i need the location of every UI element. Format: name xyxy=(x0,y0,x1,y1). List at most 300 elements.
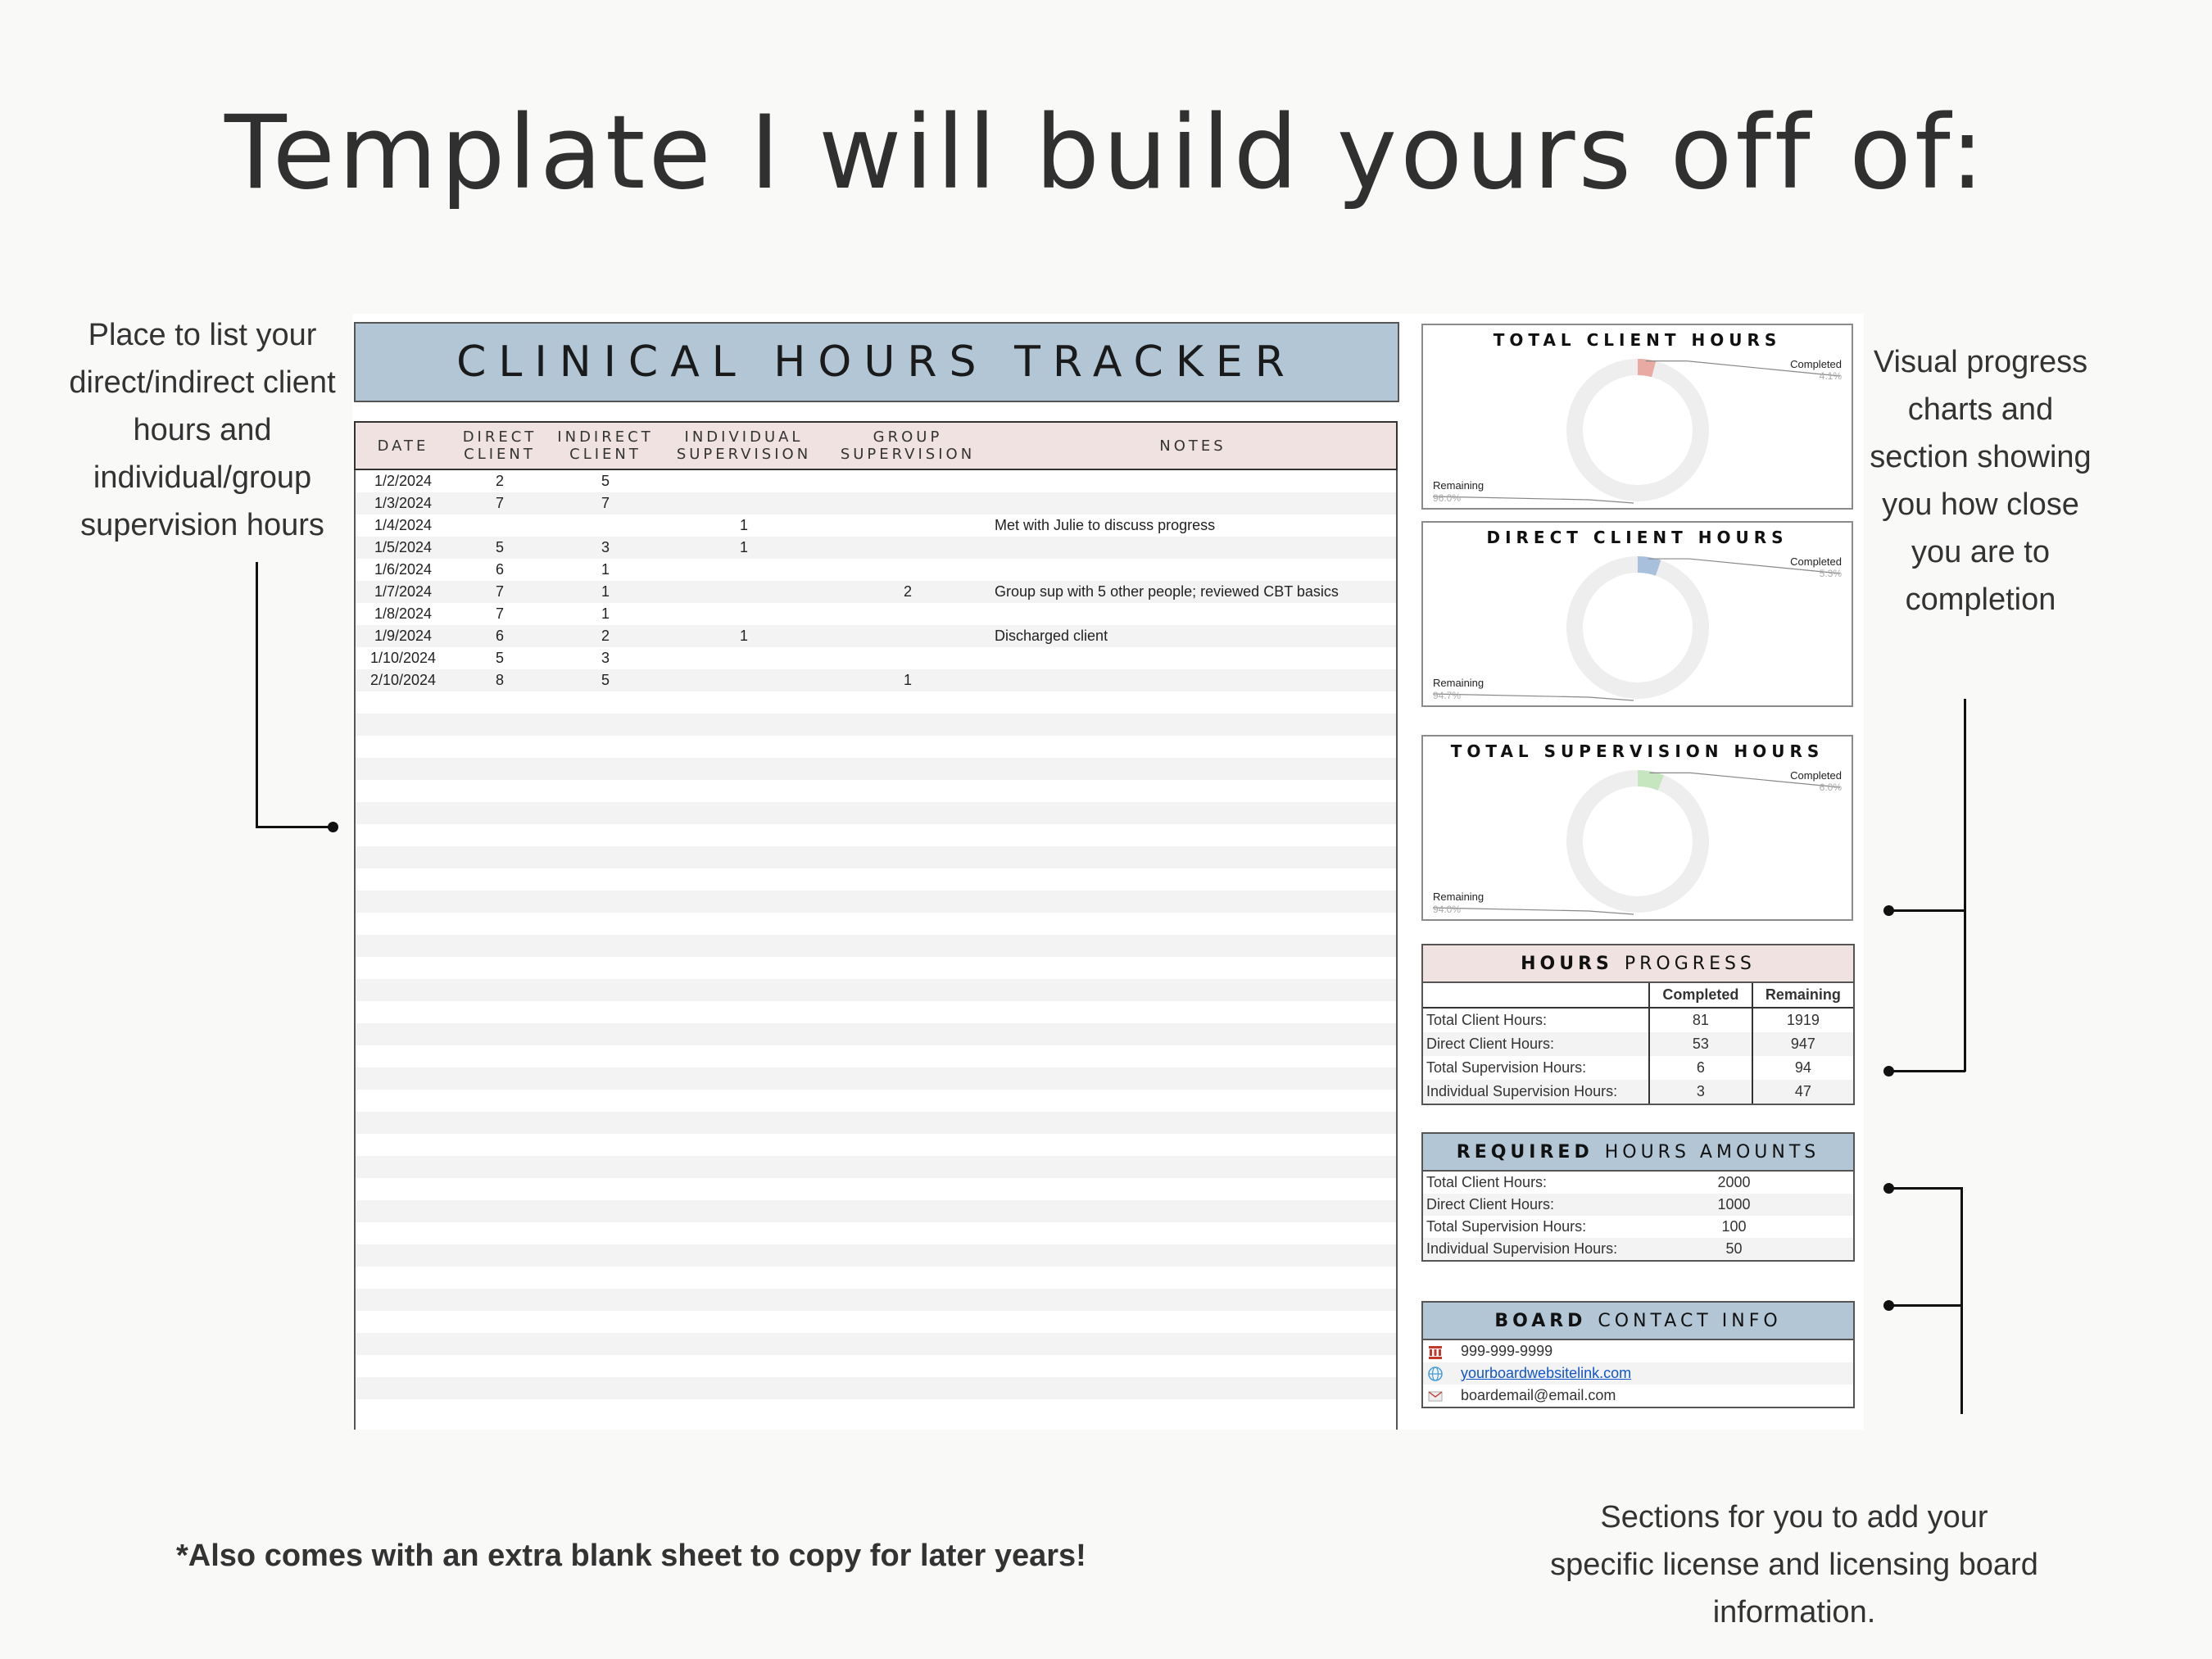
cell-group[interactable] xyxy=(826,470,990,492)
cell-date[interactable] xyxy=(356,1267,451,1289)
cell-notes[interactable] xyxy=(990,1399,1396,1421)
table-row[interactable] xyxy=(356,1222,1396,1244)
cell-date[interactable]: 1/8/2024 xyxy=(374,605,433,622)
table-row[interactable] xyxy=(356,1289,1396,1311)
cell-indirect[interactable]: 1 xyxy=(601,561,610,578)
cell-date[interactable] xyxy=(356,1355,451,1377)
cell-notes[interactable]: Discharged client xyxy=(995,628,1108,644)
cell-individual[interactable]: 1 xyxy=(739,539,748,555)
table-row[interactable] xyxy=(356,514,1396,537)
table-row[interactable] xyxy=(356,957,1396,979)
cell-notes[interactable] xyxy=(990,1001,1396,1023)
cell-notes[interactable] xyxy=(990,1067,1396,1090)
cell-date[interactable] xyxy=(356,1023,451,1045)
cell-individual[interactable] xyxy=(662,1156,826,1178)
cell-group[interactable] xyxy=(826,1267,990,1289)
cell-group[interactable] xyxy=(826,714,990,736)
table-row[interactable] xyxy=(356,891,1396,913)
cell-direct[interactable] xyxy=(451,935,549,957)
cell-direct[interactable] xyxy=(451,1134,549,1156)
cell-individual[interactable] xyxy=(662,780,826,802)
cell-individual[interactable] xyxy=(662,913,826,935)
cell-group[interactable] xyxy=(826,891,990,913)
cell-notes[interactable] xyxy=(990,1289,1396,1311)
cell-date[interactable] xyxy=(356,780,451,802)
table-row[interactable] xyxy=(356,559,1396,581)
cell-group[interactable] xyxy=(826,1222,990,1244)
cell-notes[interactable]: Met with Julie to discuss progress xyxy=(995,517,1216,533)
cell-direct[interactable] xyxy=(451,736,549,758)
table-row[interactable] xyxy=(356,1178,1396,1200)
cell-direct[interactable] xyxy=(451,1112,549,1134)
cell-individual[interactable] xyxy=(662,470,826,492)
cell-date[interactable] xyxy=(356,1222,451,1244)
cell-direct[interactable] xyxy=(451,714,549,736)
cell-direct[interactable]: 5 xyxy=(495,650,504,666)
table-row[interactable] xyxy=(356,1311,1396,1333)
cell-date[interactable] xyxy=(356,802,451,824)
table-row[interactable] xyxy=(356,470,1396,492)
cell-notes[interactable] xyxy=(990,1311,1396,1333)
cell-date[interactable] xyxy=(356,714,451,736)
cell-date[interactable] xyxy=(356,736,451,758)
cell-direct[interactable] xyxy=(451,1333,549,1355)
cell-date[interactable] xyxy=(356,824,451,846)
cell-notes[interactable] xyxy=(990,1222,1396,1244)
cell-direct[interactable] xyxy=(451,1311,549,1333)
cell-individual[interactable] xyxy=(662,935,826,957)
table-row[interactable] xyxy=(356,979,1396,1001)
table-row[interactable] xyxy=(356,492,1396,514)
cell-notes[interactable] xyxy=(990,780,1396,802)
cell-direct[interactable] xyxy=(451,846,549,868)
cell-indirect[interactable] xyxy=(549,1178,662,1200)
table-row[interactable] xyxy=(356,758,1396,780)
cell-date[interactable] xyxy=(356,1001,451,1023)
table-row[interactable] xyxy=(356,824,1396,846)
cell-indirect[interactable]: 5 xyxy=(601,473,610,489)
cell-individual[interactable] xyxy=(662,1067,826,1090)
cell-indirect[interactable] xyxy=(549,1156,662,1178)
cell-direct[interactable] xyxy=(451,1355,549,1377)
cell-individual[interactable] xyxy=(662,1355,826,1377)
table-row[interactable] xyxy=(356,647,1396,669)
cell-direct[interactable]: 2 xyxy=(495,473,504,489)
cell-notes[interactable] xyxy=(990,824,1396,846)
cell-date[interactable] xyxy=(356,935,451,957)
cell-individual[interactable] xyxy=(662,846,826,868)
cell-date[interactable] xyxy=(356,758,451,780)
table-row[interactable] xyxy=(356,581,1396,603)
cell-indirect[interactable] xyxy=(549,1067,662,1090)
table-row[interactable] xyxy=(356,625,1396,647)
cell-group[interactable] xyxy=(826,1045,990,1067)
cell-individual[interactable] xyxy=(662,758,826,780)
cell-date[interactable]: 1/10/2024 xyxy=(369,650,437,666)
cell-individual[interactable] xyxy=(662,736,826,758)
cell-individual[interactable] xyxy=(662,1289,826,1311)
cell-individual[interactable] xyxy=(662,824,826,846)
cell-notes[interactable] xyxy=(990,957,1396,979)
table-row[interactable] xyxy=(356,935,1396,957)
cell-indirect[interactable] xyxy=(549,1311,662,1333)
cell-notes[interactable]: Group sup with 5 other people; reviewed CBT basics xyxy=(995,583,1339,600)
table-row[interactable] xyxy=(356,1156,1396,1178)
cell-indirect[interactable] xyxy=(549,780,662,802)
cell-notes[interactable] xyxy=(990,1178,1396,1200)
cell-group[interactable] xyxy=(826,1289,990,1311)
cell-date[interactable] xyxy=(356,1178,451,1200)
cell-direct[interactable] xyxy=(451,1289,549,1311)
cell-individual[interactable] xyxy=(662,714,826,736)
cell-group[interactable] xyxy=(826,1333,990,1355)
cell-indirect[interactable] xyxy=(549,691,662,714)
cell-group[interactable] xyxy=(826,957,990,979)
cell-individual[interactable] xyxy=(662,1178,826,1200)
cell-indirect[interactable] xyxy=(549,1289,662,1311)
cell-date[interactable]: 1/6/2024 xyxy=(374,561,433,578)
cell-notes[interactable] xyxy=(990,1023,1396,1045)
cell-notes[interactable] xyxy=(990,979,1396,1001)
cell-individual[interactable] xyxy=(662,1134,826,1156)
cell-individual[interactable] xyxy=(662,1112,826,1134)
cell-group[interactable] xyxy=(826,1001,990,1023)
cell-group[interactable] xyxy=(826,691,990,714)
table-row[interactable] xyxy=(356,1001,1396,1023)
cell-indirect[interactable] xyxy=(549,1333,662,1355)
cell-date[interactable] xyxy=(356,1333,451,1355)
cell-individual[interactable] xyxy=(662,559,826,581)
cell-indirect[interactable] xyxy=(549,1200,662,1222)
cell-direct[interactable] xyxy=(451,1222,549,1244)
cell-date[interactable] xyxy=(356,891,451,913)
cell-group[interactable] xyxy=(826,1355,990,1377)
cell-individual[interactable] xyxy=(662,1023,826,1045)
table-row[interactable] xyxy=(356,669,1396,691)
board-phone[interactable]: 999-999-9999 xyxy=(1461,1343,1553,1359)
cell-individual[interactable] xyxy=(662,581,826,603)
cell-indirect[interactable] xyxy=(549,1112,662,1134)
cell-date[interactable]: 1/9/2024 xyxy=(374,628,433,644)
cell-notes[interactable] xyxy=(990,1377,1396,1399)
cell-direct[interactable] xyxy=(451,691,549,714)
cell-indirect[interactable] xyxy=(549,758,662,780)
cell-group[interactable]: 1 xyxy=(903,672,912,688)
cell-notes[interactable] xyxy=(990,603,1396,625)
cell-group[interactable] xyxy=(826,1377,990,1399)
cell-group[interactable] xyxy=(826,1311,990,1333)
cell-individual[interactable]: 1 xyxy=(739,517,748,533)
cell-date[interactable] xyxy=(356,1244,451,1267)
cell-indirect[interactable] xyxy=(549,868,662,891)
cell-indirect[interactable] xyxy=(549,957,662,979)
cell-date[interactable] xyxy=(356,1289,451,1311)
cell-date[interactable]: 1/4/2024 xyxy=(374,517,433,533)
table-row[interactable] xyxy=(356,1244,1396,1267)
cell-indirect[interactable] xyxy=(549,514,662,537)
cell-direct[interactable] xyxy=(451,1267,549,1289)
table-row[interactable] xyxy=(356,1045,1396,1067)
cell-individual[interactable] xyxy=(662,1399,826,1421)
table-row[interactable] xyxy=(356,1023,1396,1045)
cell-notes[interactable] xyxy=(990,691,1396,714)
cell-date[interactable] xyxy=(356,1377,451,1399)
cell-indirect[interactable] xyxy=(549,1377,662,1399)
cell-indirect[interactable] xyxy=(549,824,662,846)
cell-indirect[interactable]: 1 xyxy=(601,605,610,622)
cell-individual[interactable] xyxy=(662,669,826,691)
cell-group[interactable] xyxy=(826,780,990,802)
cell-notes[interactable] xyxy=(990,1045,1396,1067)
table-row[interactable] xyxy=(356,1377,1396,1399)
table-row[interactable] xyxy=(356,691,1396,714)
cell-group[interactable] xyxy=(826,736,990,758)
cell-notes[interactable] xyxy=(990,470,1396,492)
cell-direct[interactable] xyxy=(451,1045,549,1067)
cell-indirect[interactable] xyxy=(549,1355,662,1377)
cell-indirect[interactable] xyxy=(549,1399,662,1421)
cell-notes[interactable] xyxy=(990,669,1396,691)
cell-indirect[interactable]: 3 xyxy=(601,539,610,555)
cell-direct[interactable]: 6 xyxy=(495,628,504,644)
cell-individual[interactable] xyxy=(662,802,826,824)
cell-date[interactable] xyxy=(356,868,451,891)
cell-direct[interactable] xyxy=(451,979,549,1001)
cell-notes[interactable] xyxy=(990,846,1396,868)
cell-direct[interactable]: 7 xyxy=(495,583,504,600)
cell-notes[interactable] xyxy=(990,1090,1396,1112)
cell-notes[interactable] xyxy=(990,1200,1396,1222)
cell-indirect[interactable]: 5 xyxy=(601,672,610,688)
cell-indirect[interactable] xyxy=(549,1001,662,1023)
cell-direct[interactable] xyxy=(451,1178,549,1200)
cell-group[interactable] xyxy=(826,913,990,935)
cell-individual[interactable] xyxy=(662,603,826,625)
cell-group[interactable] xyxy=(826,492,990,514)
cell-group[interactable] xyxy=(826,758,990,780)
cell-individual[interactable] xyxy=(662,1090,826,1112)
cell-date[interactable] xyxy=(356,913,451,935)
cell-indirect[interactable] xyxy=(549,714,662,736)
cell-direct[interactable] xyxy=(451,1067,549,1090)
cell-individual[interactable] xyxy=(662,1200,826,1222)
cell-indirect[interactable] xyxy=(549,736,662,758)
cell-direct[interactable] xyxy=(451,780,549,802)
cell-group[interactable] xyxy=(826,868,990,891)
cell-individual[interactable] xyxy=(662,647,826,669)
cell-notes[interactable] xyxy=(990,913,1396,935)
cell-group[interactable] xyxy=(826,1244,990,1267)
cell-individual[interactable] xyxy=(662,1267,826,1289)
cell-direct[interactable]: 5 xyxy=(495,539,504,555)
cell-indirect[interactable] xyxy=(549,1023,662,1045)
table-row[interactable] xyxy=(356,603,1396,625)
cell-date[interactable]: 1/3/2024 xyxy=(374,495,433,511)
table-row[interactable] xyxy=(356,868,1396,891)
cell-individual[interactable] xyxy=(662,868,826,891)
cell-direct[interactable]: 7 xyxy=(495,605,504,622)
cell-individual[interactable] xyxy=(662,492,826,514)
table-row[interactable] xyxy=(356,1090,1396,1112)
cell-indirect[interactable] xyxy=(549,846,662,868)
cell-group[interactable] xyxy=(826,935,990,957)
cell-direct[interactable] xyxy=(451,824,549,846)
cell-group[interactable] xyxy=(826,1090,990,1112)
table-row[interactable] xyxy=(356,780,1396,802)
cell-group[interactable] xyxy=(826,1156,990,1178)
cell-group[interactable] xyxy=(826,1134,990,1156)
board-website-link[interactable]: yourboardwebsitelink.com xyxy=(1461,1365,1632,1381)
cell-date[interactable] xyxy=(356,1311,451,1333)
cell-individual[interactable] xyxy=(662,891,826,913)
cell-date[interactable]: 1/2/2024 xyxy=(374,473,433,489)
cell-indirect[interactable] xyxy=(549,979,662,1001)
cell-direct[interactable] xyxy=(451,514,549,537)
cell-direct[interactable] xyxy=(451,913,549,935)
cell-group[interactable] xyxy=(826,979,990,1001)
cell-notes[interactable] xyxy=(990,492,1396,514)
cell-group[interactable] xyxy=(826,1178,990,1200)
cell-direct[interactable] xyxy=(451,1399,549,1421)
cell-notes[interactable] xyxy=(990,1267,1396,1289)
board-email[interactable]: boardemail@email.com xyxy=(1461,1387,1616,1403)
cell-group[interactable] xyxy=(826,802,990,824)
cell-date[interactable]: 1/5/2024 xyxy=(374,539,433,555)
cell-indirect[interactable] xyxy=(549,1090,662,1112)
cell-group[interactable] xyxy=(826,603,990,625)
cell-direct[interactable] xyxy=(451,1023,549,1045)
cell-notes[interactable] xyxy=(990,714,1396,736)
cell-date[interactable] xyxy=(356,1200,451,1222)
cell-direct[interactable] xyxy=(451,758,549,780)
cell-individual[interactable]: 1 xyxy=(739,628,748,644)
cell-individual[interactable] xyxy=(662,957,826,979)
cell-indirect[interactable]: 1 xyxy=(601,583,610,600)
cell-date[interactable] xyxy=(356,1090,451,1112)
cell-group[interactable] xyxy=(826,514,990,537)
cell-notes[interactable] xyxy=(990,647,1396,669)
cell-indirect[interactable] xyxy=(549,1244,662,1267)
cell-group[interactable] xyxy=(826,1399,990,1421)
table-row[interactable] xyxy=(356,1267,1396,1289)
cell-group[interactable] xyxy=(826,647,990,669)
cell-individual[interactable] xyxy=(662,1333,826,1355)
cell-indirect[interactable]: 7 xyxy=(601,495,610,511)
cell-indirect[interactable]: 3 xyxy=(601,650,610,666)
cell-indirect[interactable] xyxy=(549,891,662,913)
cell-indirect[interactable] xyxy=(549,935,662,957)
cell-group[interactable] xyxy=(826,1112,990,1134)
cell-notes[interactable] xyxy=(990,1355,1396,1377)
cell-direct[interactable]: 8 xyxy=(495,672,504,688)
table-row[interactable] xyxy=(356,1134,1396,1156)
cell-date[interactable] xyxy=(356,1399,451,1421)
table-row[interactable] xyxy=(356,1200,1396,1222)
cell-date[interactable] xyxy=(356,846,451,868)
cell-date[interactable] xyxy=(356,1045,451,1067)
cell-direct[interactable]: 6 xyxy=(495,561,504,578)
cell-direct[interactable] xyxy=(451,891,549,913)
cell-individual[interactable] xyxy=(662,979,826,1001)
cell-individual[interactable] xyxy=(662,1244,826,1267)
cell-notes[interactable] xyxy=(990,891,1396,913)
table-row[interactable] xyxy=(356,1355,1396,1377)
table-row[interactable] xyxy=(356,736,1396,758)
cell-group[interactable] xyxy=(826,1023,990,1045)
cell-direct[interactable] xyxy=(451,1244,549,1267)
cell-direct[interactable]: 7 xyxy=(495,495,504,511)
cell-date[interactable] xyxy=(356,1067,451,1090)
table-row[interactable] xyxy=(356,913,1396,935)
table-row[interactable] xyxy=(356,802,1396,824)
cell-group[interactable]: 2 xyxy=(903,583,912,600)
table-row[interactable] xyxy=(356,1112,1396,1134)
table-row[interactable] xyxy=(356,1399,1396,1421)
cell-notes[interactable] xyxy=(990,935,1396,957)
cell-direct[interactable] xyxy=(451,1200,549,1222)
cell-individual[interactable] xyxy=(662,1045,826,1067)
cell-indirect[interactable] xyxy=(549,802,662,824)
cell-direct[interactable] xyxy=(451,957,549,979)
table-row[interactable] xyxy=(356,846,1396,868)
cell-indirect[interactable] xyxy=(549,1134,662,1156)
cell-group[interactable] xyxy=(826,1067,990,1090)
cell-date[interactable]: 1/7/2024 xyxy=(374,583,433,600)
cell-indirect[interactable] xyxy=(549,1222,662,1244)
cell-notes[interactable] xyxy=(990,1112,1396,1134)
cell-direct[interactable] xyxy=(451,1156,549,1178)
cell-date[interactable] xyxy=(356,979,451,1001)
cell-group[interactable] xyxy=(826,537,990,559)
cell-indirect[interactable] xyxy=(549,1045,662,1067)
cell-notes[interactable] xyxy=(990,1244,1396,1267)
table-row[interactable] xyxy=(356,537,1396,559)
cell-direct[interactable] xyxy=(451,868,549,891)
cell-notes[interactable] xyxy=(990,736,1396,758)
cell-indirect[interactable]: 2 xyxy=(601,628,610,644)
cell-notes[interactable] xyxy=(990,559,1396,581)
cell-group[interactable] xyxy=(826,625,990,647)
cell-direct[interactable] xyxy=(451,1001,549,1023)
cell-date[interactable] xyxy=(356,691,451,714)
cell-notes[interactable] xyxy=(990,802,1396,824)
cell-notes[interactable] xyxy=(990,537,1396,559)
cell-direct[interactable] xyxy=(451,1377,549,1399)
cell-date[interactable] xyxy=(356,1112,451,1134)
cell-notes[interactable] xyxy=(990,868,1396,891)
cell-direct[interactable] xyxy=(451,1090,549,1112)
cell-individual[interactable] xyxy=(662,1222,826,1244)
cell-date[interactable] xyxy=(356,1134,451,1156)
table-row[interactable] xyxy=(356,714,1396,736)
cell-indirect[interactable] xyxy=(549,1267,662,1289)
cell-individual[interactable] xyxy=(662,691,826,714)
cell-direct[interactable] xyxy=(451,802,549,824)
cell-individual[interactable] xyxy=(662,1001,826,1023)
cell-individual[interactable] xyxy=(662,1377,826,1399)
cell-group[interactable] xyxy=(826,559,990,581)
cell-individual[interactable] xyxy=(662,1311,826,1333)
cell-group[interactable] xyxy=(826,824,990,846)
cell-indirect[interactable] xyxy=(549,913,662,935)
cell-notes[interactable] xyxy=(990,1333,1396,1355)
cell-date[interactable] xyxy=(356,1156,451,1178)
cell-date[interactable] xyxy=(356,957,451,979)
cell-group[interactable] xyxy=(826,846,990,868)
cell-notes[interactable] xyxy=(990,758,1396,780)
table-row[interactable] xyxy=(356,1067,1396,1090)
cell-group[interactable] xyxy=(826,1200,990,1222)
